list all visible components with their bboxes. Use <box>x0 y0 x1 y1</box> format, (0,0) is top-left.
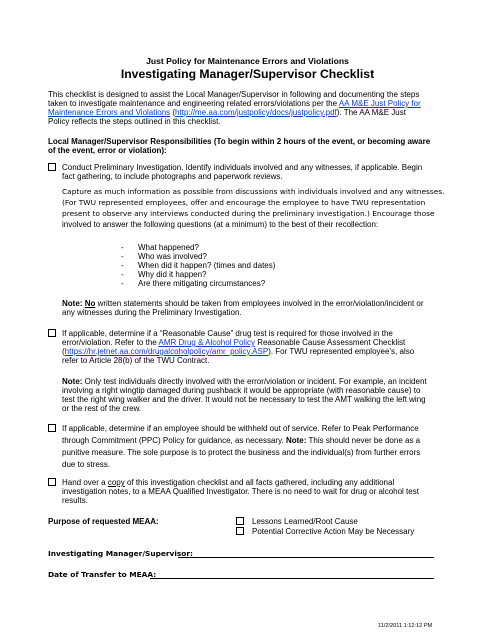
intro-line: This checklist is designed to assist the Local Manager/Supervisor in following and documenting the steps <box>48 90 420 99</box>
item3-text: due to stress. <box>62 460 111 469</box>
note-text: Only test individuals directly involved with the error/violation or incident. For example, an incident <box>82 377 427 386</box>
note-label: Note: <box>285 436 307 445</box>
item3-text-part: through Commitment (PPC) Policy for guidance, as necessary. <box>62 436 286 445</box>
item4-text-part: of this investigation checklist and all facts gathered, including any additional <box>124 478 395 487</box>
item2-note: or the rest of the crew. <box>62 404 142 413</box>
purpose-option: Potential Corrective Action May be Necessary <box>252 527 415 536</box>
item1-paragraph: Capture as much information as possible from discussions with individuals involved and any witnesses. <box>62 187 445 196</box>
item4-text-part: Hand over a <box>62 478 108 487</box>
checkbox-lessons-learned[interactable] <box>236 517 244 525</box>
note-emphasis: No <box>84 299 96 308</box>
item1-paragraph: involved to answer the following questions (at a minimum) to the best of their recollection: <box>62 220 379 229</box>
item1-text: fact gathering, to include photographs and paperwork reviews. <box>62 172 283 181</box>
item4-text: results. <box>62 496 88 505</box>
item2-text-part: ). For TWU represented employee’s, also <box>268 347 415 356</box>
note-label: Note: <box>62 299 83 308</box>
item1-text: Conduct Preliminary Investigation. Identify individuals involved and any witnesses, if applicable. Begin <box>62 163 423 172</box>
checkbox-corrective-action[interactable] <box>236 527 244 535</box>
manager-field-label: Investigating Manager/Supervisor: <box>48 549 193 558</box>
item3-text: punitive measure. The sole purpose is to protect the business and the individual(s) from further errors <box>62 448 421 457</box>
checkbox-hand-over[interactable] <box>48 478 56 486</box>
intro-text: ( <box>170 108 176 117</box>
item1-paragraph: (For TWU represented employees, offer and encourage the employee to have TWU representation <box>62 198 426 207</box>
drug-alcohol-policy-link[interactable]: AMR Drug & Alcohol Policy <box>158 338 255 347</box>
question-dash: - <box>121 279 124 288</box>
item2-note: test the right wing walker and the driver. It would not be necessary to test the AMT walking the left wing <box>62 395 426 404</box>
transfer-date-line[interactable] <box>150 578 434 579</box>
just-policy-link-cont[interactable]: Maintenance Errors and Violations <box>48 108 171 117</box>
purpose-option: Lessons Learned/Root Cause <box>252 517 358 526</box>
transfer-date-label: Date of Transfer to MEAA: <box>48 570 157 579</box>
item2-text: If applicable, determine if a “Reasonable Cause” drug test is required for those involved in the <box>62 329 393 338</box>
question-item: Who was involved? <box>138 252 207 261</box>
item2-note: involving a right wingtip damaged during pushback it would be appropriate (with reasonable cause) to <box>62 386 421 395</box>
question-dash: - <box>121 261 124 270</box>
purpose-label: Purpose of requested MEAA: <box>48 517 159 526</box>
checkbox-drug-test[interactable] <box>48 329 56 337</box>
question-dash: - <box>121 270 124 279</box>
copy-emphasis: copy <box>107 478 125 487</box>
question-item: When did it happen? (times and dates) <box>138 261 276 270</box>
question-item: Why did it happen? <box>138 270 207 279</box>
item3-text-part: This should never be done as a <box>306 436 421 445</box>
intro-text: taken to investigate maintenance and engineering related errors/violations per the <box>48 99 339 108</box>
item2-text-part: error/violation. Refer to the <box>62 338 159 347</box>
document-subtitle: Just Policy for Maintenance Errors and Violations <box>146 56 349 66</box>
note-label: Note: <box>62 377 83 386</box>
checkbox-withhold-service[interactable] <box>48 424 56 432</box>
responsibilities-heading: Local Manager/Supervisor Responsibilities (To begin within 2 hours of the event, or becoming aware <box>48 137 431 146</box>
question-item: Are there mitigating circumstances? <box>138 279 266 288</box>
responsibilities-heading: of the event, error or violation): <box>48 146 167 155</box>
item4-text: investigation notes, to a MEAA Qualified Investigator. There is no need to wait for drug or alcohol test <box>62 487 419 496</box>
document-title: Investigating Manager/Supervisor Checklist <box>120 67 375 81</box>
item3-text: If applicable, determine if an employee should be withheld out of service. Refer to Peak Performance <box>62 424 419 433</box>
checkbox-preliminary-investigation[interactable] <box>48 163 56 171</box>
intro-text: ). The AA M&E Just <box>336 108 406 117</box>
just-policy-url-link[interactable]: http://me.aa.com/justpolicy/docs/justpolicy.pdf <box>175 108 337 117</box>
question-dash: - <box>121 243 124 252</box>
note-text: written statements should be taken from employees involved in the error/violation/incident or <box>95 299 424 308</box>
question-item: What happened? <box>138 243 199 252</box>
just-policy-link[interactable]: AA M&E Just Policy for <box>338 99 421 108</box>
item2-text-part: Reasonable Cause Assessment Checklist <box>254 338 406 347</box>
item2-text: refer to Article 28(b) of the TWU Contract. <box>62 356 210 365</box>
manager-field-line[interactable] <box>178 557 434 558</box>
item1-note: any witnesses during the Preliminary Investigation. <box>62 308 242 317</box>
intro-line: Policy reflects the steps outlined in this checklist. <box>48 117 221 126</box>
item1-paragraph: present to observe any interviews conducted during the preliminary investigation.) Encourage those <box>62 209 435 218</box>
amr-policy-url-link[interactable]: https://hr.jetnet.aa.com/drugalcoholpolicy/amr_policy.ASP <box>64 347 269 356</box>
item2-text-part: ( <box>62 347 65 356</box>
item3-text <box>62 435 420 446</box>
footer-timestamp: 11/2/2011 1:12:12 PM <box>378 623 433 629</box>
question-dash: - <box>121 252 124 261</box>
